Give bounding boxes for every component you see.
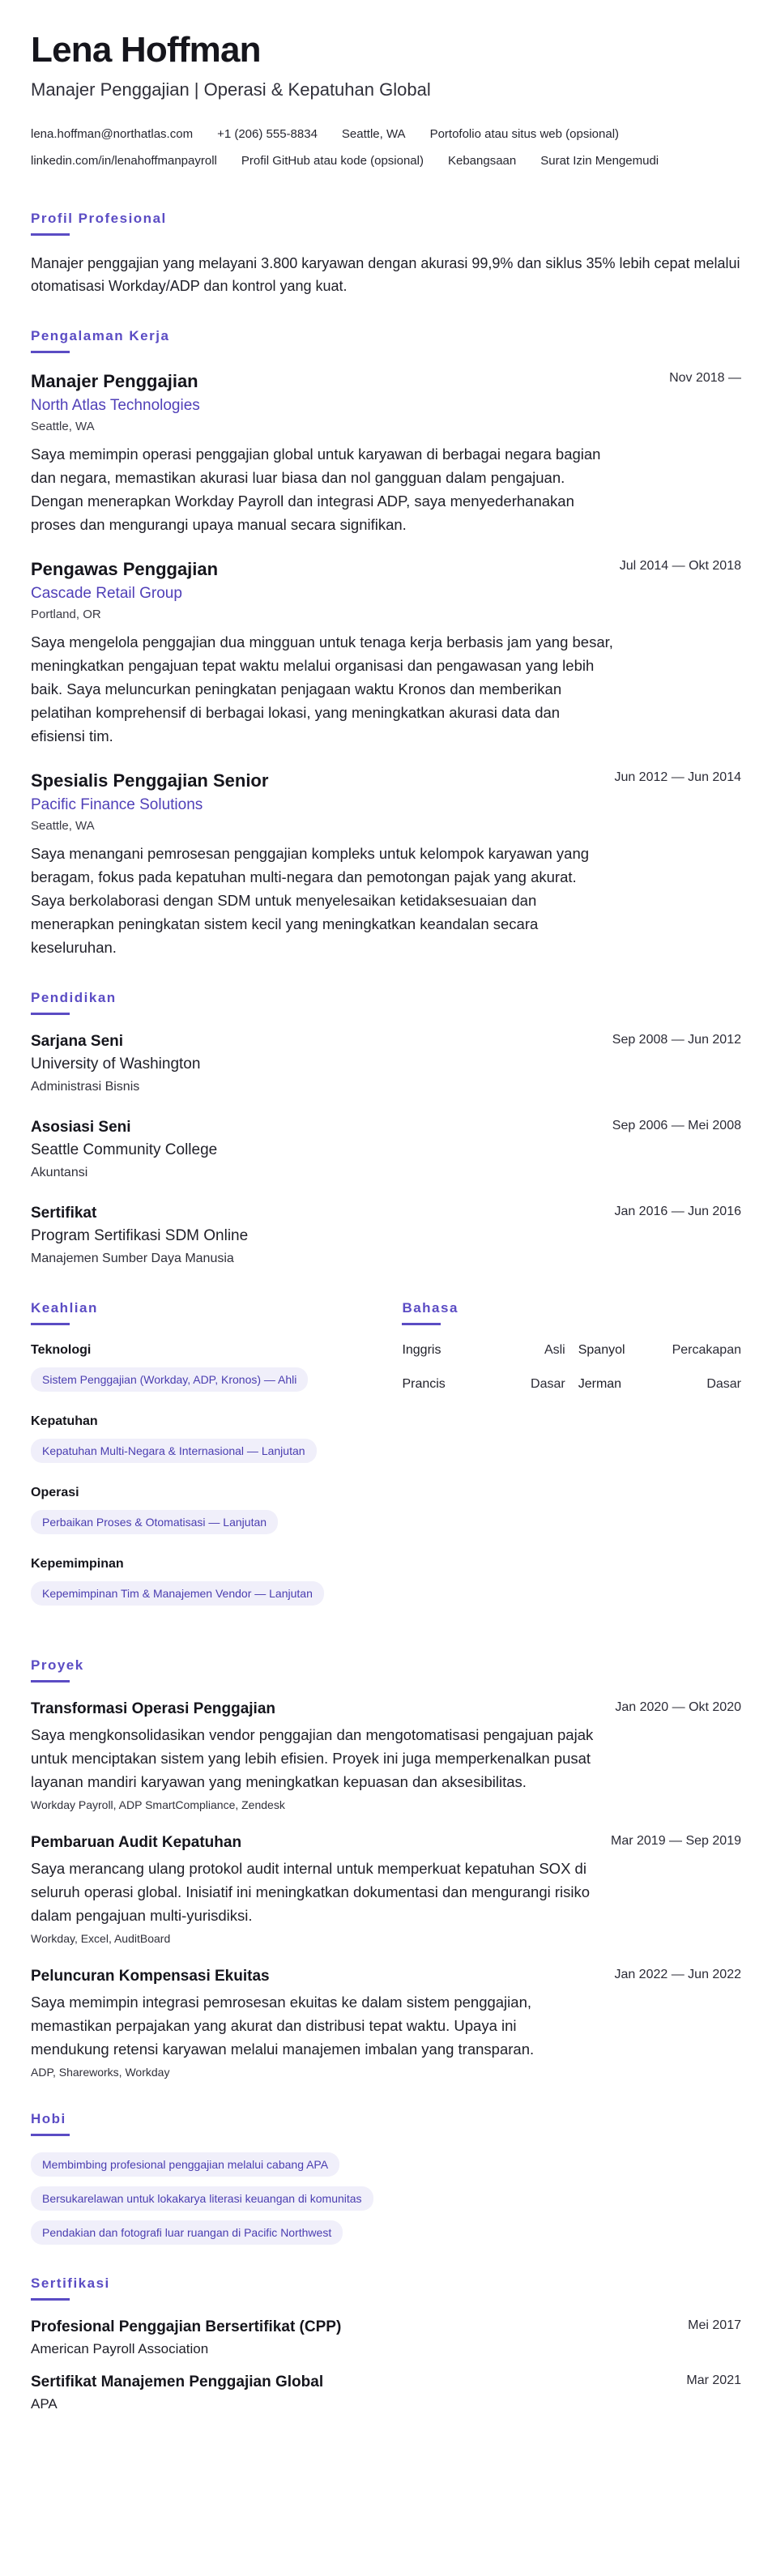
job-description: Saya menangani pemrosesan penggajian kompleks untuk kelompok karyawan yang beragam, fokus pada kepatuhan multi-negara dan pemotongan pajak yang akurat. Saya berkolaborasi dengan SDM untuk menyelesaikan ketidaksesuaian dan menerapkan peningkatan sistem kecil yang meningkatkan keandalan secara keseluruhan. — [31, 845, 590, 956]
entry-date: Nov 2018 — — [669, 371, 741, 385]
project-title: Transformasi Operasi Penggajian — [31, 1700, 275, 1717]
section-divider — [31, 233, 70, 236]
skill-category: Teknologi — [31, 1343, 92, 1357]
skill-category: Kepemimpinan — [31, 1557, 124, 1571]
entry-date: Jan 2022 — Jun 2022 — [614, 1968, 741, 1981]
language-item — [578, 1341, 741, 1359]
entry-date: Mei 2017 — [688, 2318, 741, 2332]
education-entry — [31, 1203, 741, 1268]
hobby-chip: Bersukarelawan untuk lokakarya literasi keuangan di komunitas — [31, 2186, 373, 2211]
skill-chip: Kepatuhan Multi-Negara & Internasional — Lanjutan — [31, 1439, 317, 1463]
contact-email[interactable]: lena.hoffman@northatlas.com — [31, 127, 194, 141]
certifications-section — [31, 2275, 741, 2414]
job-title: Pengawas Penggajian — [31, 559, 219, 579]
resume-header — [31, 28, 741, 180]
entry-date: Sep 2008 — Jun 2012 — [612, 1033, 741, 1047]
hobby-chip: Membimbing profesional penggajian melalui cabang APA — [31, 2152, 339, 2177]
contact-linkedin[interactable]: linkedin.com/in/lenahoffmanpayroll — [31, 154, 217, 168]
job-description: Saya mengelola penggajian dua mingguan untuk tenaga kerja berbasis jam yang besar, meningkatkan pengajuan tepat waktu melalui organisasi dan pengawasan yang lebih baik. Saya meluncurkan peningkatan penjagaan waktu Kronos dan memberikan pelatihan komprehensif di berbagai lokasi, yang meningkatkan akurasi data dan efisiensi tim. — [31, 633, 613, 744]
skill-group — [31, 1413, 402, 1463]
hobby-chip: Pendakian dan fotografi luar ruangan di Pacific Northwest — [31, 2220, 343, 2245]
entry-date: Mar 2019 — Sep 2019 — [611, 1834, 741, 1848]
education-entry — [31, 1117, 741, 1182]
education-entry — [31, 1031, 741, 1096]
experience-entry — [31, 369, 741, 536]
section-divider — [402, 1323, 441, 1325]
job-title: Manajer Penggajian — [31, 371, 198, 391]
degree: Sarjana Seni — [31, 1033, 124, 1050]
summary-text: Manajer penggajian yang melayani 3.800 karyawan dengan akurasi 99,9% dan siklus 35% lebih cepat melalui otomatisasi Workday/ADP dan kontrol yang kuat. — [31, 255, 740, 294]
section-title: Pendidikan — [31, 990, 117, 1005]
experience-entry — [31, 557, 741, 748]
company-name: Pacific Finance Solutions — [31, 796, 203, 813]
certification-entry — [31, 2372, 741, 2414]
skill-chip: Sistem Penggajian (Workday, ADP, Kronos) — Ahli — [31, 1367, 308, 1392]
section-title: Pengalaman Kerja — [31, 328, 170, 343]
section-title: Sertifikasi — [31, 2275, 110, 2291]
skill-group — [31, 1484, 402, 1534]
certification-entry — [31, 2317, 741, 2359]
section-divider — [31, 1680, 70, 1683]
project-technologies: ADP, Shareworks, Workday — [31, 2066, 170, 2079]
project-entry — [31, 1699, 741, 1813]
project-entry — [31, 1966, 741, 2080]
section-divider — [31, 2298, 70, 2301]
project-title: Pembaruan Audit Kepatuhan — [31, 1834, 242, 1851]
contact-nationality: Kebangsaan — [447, 154, 517, 168]
project-description: Saya merancang ulang protokol audit internal untuk memperkuat kepatuhan SOX di seluruh operasi global. Inisiatif ini meningkatkan dokumentasi dan mengurangi risiko dalam pengajuan multi-yurisdiksi. — [31, 1860, 591, 1924]
section-divider — [31, 2134, 70, 2136]
job-location: Seattle, WA — [31, 420, 95, 433]
experience-entry — [31, 769, 741, 959]
project-description: Saya mengkonsolidasikan vendor penggajian dan mengotomatisasi pengajuan pajak untuk menciptakan sistem yang lebih efisien. Proyek ini juga memperkenalkan pusat layanan mandiri karyawan yang meningkatkan kepuasan dan aksesibilitas. — [31, 1726, 594, 1790]
project-technologies: Workday Payroll, ADP SmartCompliance, Zendesk — [31, 1798, 285, 1811]
entry-date: Jan 2020 — Okt 2020 — [615, 1700, 741, 1714]
field-of-study: Manajemen Sumber Daya Manusia — [31, 1252, 234, 1265]
school-name: University of Washington — [31, 1056, 201, 1073]
language-name: Prancis — [402, 1377, 446, 1391]
candidate-name: Lena Hoffman — [31, 30, 261, 70]
company-name: Cascade Retail Group — [31, 585, 182, 602]
section-divider — [31, 1323, 70, 1325]
section-divider — [31, 1013, 70, 1015]
entry-date: Mar 2021 — [686, 2373, 741, 2387]
certification-issuer: APA — [31, 2396, 58, 2412]
job-title: Spesialis Penggajian Senior — [31, 770, 269, 791]
section-title: Keahlian — [31, 1300, 98, 1316]
section-title: Proyek — [31, 1657, 84, 1673]
company-name: North Atlas Technologies — [31, 397, 200, 414]
entry-date: Jan 2016 — Jun 2016 — [614, 1205, 741, 1218]
contact-list — [31, 126, 744, 180]
project-technologies: Workday, Excel, AuditBoard — [31, 1932, 171, 1945]
skill-category: Operasi — [31, 1486, 79, 1499]
entry-date: Jul 2014 — Okt 2018 — [619, 559, 741, 573]
contact-phone[interactable]: +1 (206) 555-8834 — [217, 127, 318, 141]
language-item — [402, 1341, 565, 1359]
job-location: Seattle, WA — [31, 819, 95, 833]
experience-section — [31, 328, 741, 959]
contact-github[interactable]: Profil GitHub atau kode (opsional) — [241, 154, 424, 168]
field-of-study: Administrasi Bisnis — [31, 1080, 140, 1094]
project-description: Saya memimpin integrasi pemrosesan ekuitas ke dalam sistem penggajian, memastikan perpajakan yang akurat dan distribusi tepat waktu. Upaya ini mendukung retensi karyawan melalui manajemen imbalan yang transparan. — [31, 1994, 535, 2058]
section-divider — [31, 351, 70, 353]
contact-location: Seattle, WA — [341, 127, 406, 141]
certification-issuer: American Payroll Association — [31, 2341, 209, 2356]
education-section — [31, 990, 741, 1268]
candidate-headline: Manajer Penggajian | Operasi & Kepatuhan Global — [31, 79, 431, 100]
section-title: Hobi — [31, 2111, 66, 2126]
entry-date: Sep 2006 — Mei 2008 — [612, 1119, 741, 1132]
school-name: Program Sertifikasi SDM Online — [31, 1227, 249, 1244]
field-of-study: Akuntansi — [31, 1166, 88, 1179]
language-item — [578, 1375, 741, 1393]
language-item — [402, 1375, 565, 1393]
language-level: Dasar — [531, 1377, 565, 1391]
skill-chip: Kepemimpinan Tim & Manajemen Vendor — Lanjutan — [31, 1581, 324, 1606]
language-name: Spanyol — [578, 1343, 625, 1357]
project-title: Peluncuran Kompensasi Ekuitas — [31, 1968, 270, 1985]
skill-category: Kepatuhan — [31, 1414, 98, 1428]
entry-date: Jun 2012 — Jun 2014 — [614, 770, 741, 784]
contact-driving-license: Surat Izin Mengemudi — [540, 154, 659, 168]
school-name: Seattle Community College — [31, 1141, 218, 1158]
job-location: Portland, OR — [31, 608, 101, 621]
certification-name: Profesional Penggajian Bersertifikat (CPP) — [31, 2318, 342, 2335]
skill-group — [31, 1555, 402, 1606]
projects-section — [31, 1657, 741, 2080]
summary-section — [31, 211, 741, 297]
degree: Asosiasi Seni — [31, 1119, 131, 1136]
section-title: Bahasa — [402, 1300, 459, 1316]
certification-name: Sertifikat Manajemen Penggajian Global — [31, 2373, 324, 2390]
language-name: Inggris — [402, 1343, 441, 1357]
skills-languages-row — [31, 1300, 741, 1627]
skill-chip: Perbaikan Proses & Otomatisasi — Lanjutan — [31, 1510, 278, 1534]
contact-portfolio[interactable]: Portofolio atau situs web (opsional) — [429, 127, 620, 141]
languages-section — [402, 1300, 741, 1627]
language-level: Percakapan — [672, 1343, 741, 1357]
project-entry — [31, 1832, 741, 1947]
degree: Sertifikat — [31, 1205, 97, 1222]
language-level: Asli — [544, 1343, 565, 1357]
job-description: Saya memimpin operasi penggajian global untuk karyawan di berbagai negara bagian dan negara, memastikan akurasi luar biasa dan nol gangguan dalam pengajuan. Dengan menerapkan Workday Payroll dan integrasi ADP, saya menyederhanakan proses dan mengurangi upaya manual secara signifikan. — [31, 446, 601, 533]
skill-group — [31, 1341, 402, 1392]
hobbies-section — [31, 2111, 741, 2245]
language-level: Dasar — [706, 1377, 741, 1391]
section-title: Profil Profesional — [31, 211, 167, 226]
language-name: Jerman — [578, 1377, 622, 1391]
skills-section — [31, 1300, 402, 1627]
